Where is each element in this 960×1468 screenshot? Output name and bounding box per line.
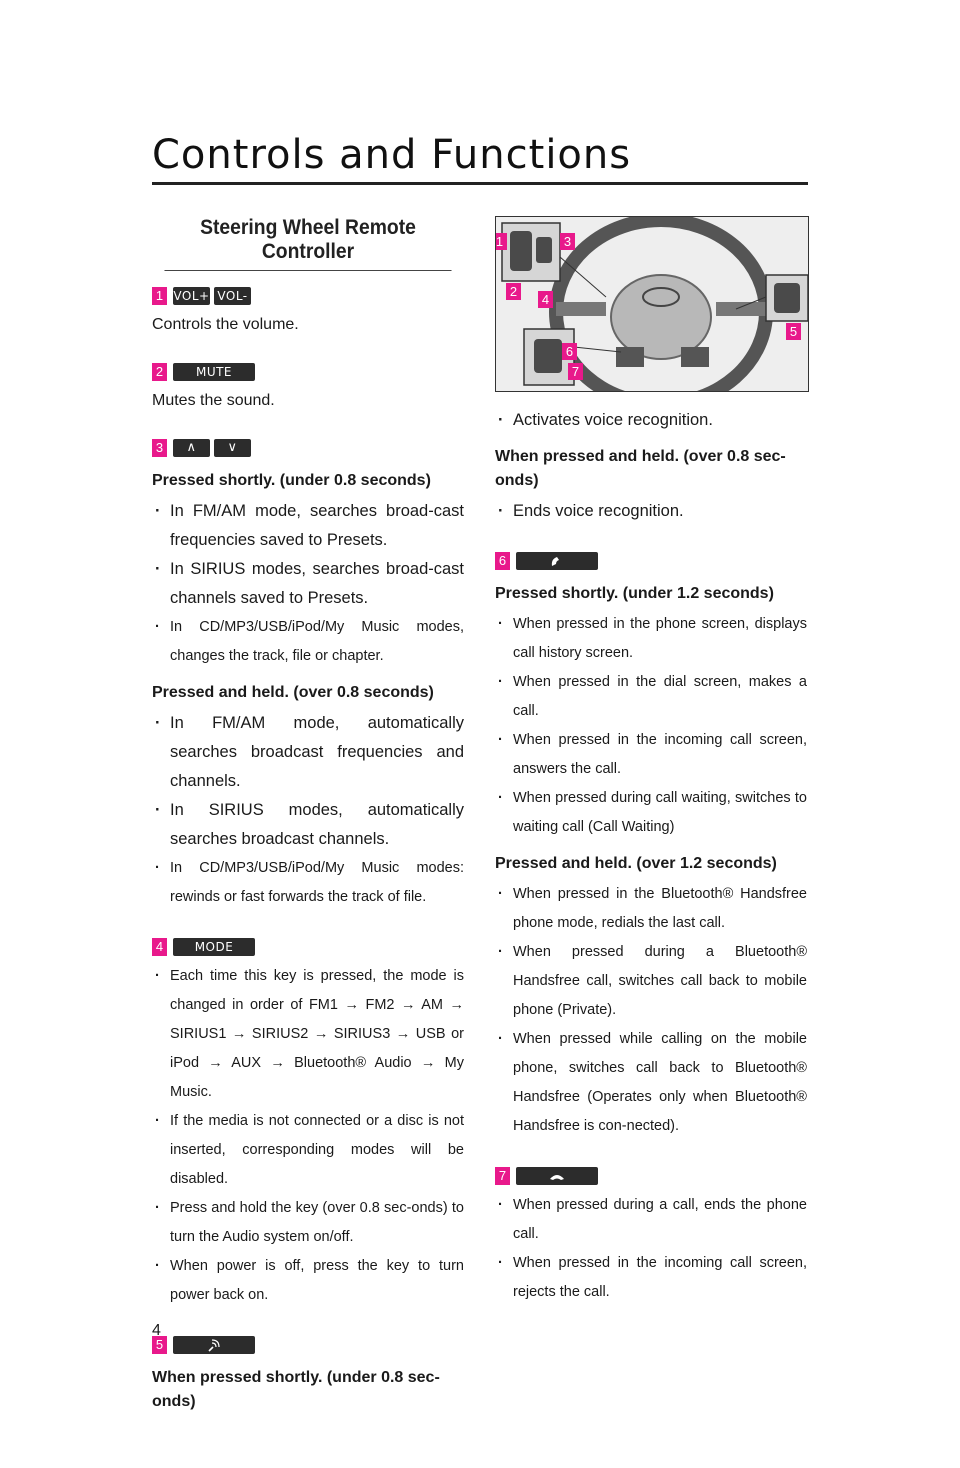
figure-label-2: 2	[506, 283, 521, 300]
item-5-held-list	[495, 497, 807, 526]
page-title: Controls and Functions	[152, 132, 632, 178]
figure-label-3: 3	[560, 233, 575, 250]
call-key	[516, 552, 598, 570]
item-5-short-head: When pressed shortly. (under 0.8 sec-onds)	[152, 1369, 440, 1410]
voice-key	[173, 1336, 255, 1354]
list-item: · When pressed in the incoming call screen, answers the call.	[495, 726, 807, 784]
item-2-desc: Mutes the sound.	[152, 392, 275, 409]
item-4-number: 4	[152, 938, 167, 956]
figure-label-7: 7	[568, 363, 583, 380]
item-3-short-head: Pressed shortly. (under 0.8 seconds)	[152, 472, 431, 489]
item-4-keyline	[152, 936, 464, 958]
list-item: · In SIRIUS modes, automatically searches broadcast channels.	[152, 796, 464, 854]
left-column	[152, 212, 464, 1414]
list-item: · When pressed during a call, ends the phone call.	[495, 1191, 807, 1249]
item-3-short-list	[152, 497, 464, 671]
figure-label-4: 4	[538, 291, 553, 308]
list-item: · If the media is not connected or a disc is not inserted, corresponding modes will be disabled.	[152, 1107, 464, 1194]
vol-up-key: VOL+	[173, 289, 210, 303]
mute-key: MUTE	[173, 363, 255, 381]
seek-down-key: ∨	[214, 439, 251, 457]
list-item: · When pressed in the phone screen, displays call history screen.	[495, 610, 807, 668]
list-item: · In FM/AM mode, searches broad-cast frequencies saved to Presets.	[152, 497, 464, 555]
item-7-list	[495, 1191, 807, 1307]
list-item: · When pressed in the dial screen, makes a call.	[495, 668, 807, 726]
item-5-number: 5	[152, 1336, 167, 1354]
item-3-held-head: Pressed and held. (over 0.8 seconds)	[152, 684, 434, 701]
vol-down-key: VOL-	[214, 287, 251, 305]
item-1-desc: Controls the volume.	[152, 316, 299, 333]
list-item: · Press and hold the key (over 0.8 sec-onds) to turn the Audio system on/off.	[152, 1194, 464, 1252]
item-6-short-list	[495, 610, 807, 842]
item-7-number: 7	[495, 1167, 510, 1185]
figure-label-5: 5	[786, 323, 801, 340]
steering-wheel-figure	[495, 216, 809, 392]
title-rule	[152, 182, 808, 185]
item-2-keyline	[152, 361, 464, 383]
list-item: · When pressed in the Bluetooth® Handsfree phone mode, redials the last call.	[495, 880, 807, 938]
item-7-keyline	[495, 1165, 807, 1187]
list-item: · Activates voice recognition.	[495, 406, 807, 435]
phone-call-icon	[549, 555, 565, 569]
item-3-held-list	[152, 709, 464, 912]
item-4-list	[152, 962, 464, 1310]
item-1-number: 1	[152, 287, 167, 305]
figure-label-6: 6	[562, 343, 577, 360]
list-item: · In FM/AM mode, automatically searches broadcast frequencies and channels.	[152, 709, 464, 796]
item-1-keyline	[152, 285, 464, 307]
seek-up-key: ∧	[173, 439, 210, 457]
item-5-short-list	[495, 406, 807, 435]
item-3-keyline	[152, 437, 464, 459]
list-item: · When pressed during a Bluetooth® Handsfree call, switches call back to mobile phone (Private).	[495, 938, 807, 1025]
list-item: · In CD/MP3/USB/iPod/My Music modes: rewinds or fast forwards the track of file.	[152, 854, 464, 912]
voice-recognition-icon	[206, 1339, 222, 1353]
list-item: · When pressed in the incoming call screen, rejects the call.	[495, 1249, 807, 1307]
list-item: · When pressed during call waiting, switches to waiting call (Call Waiting)	[495, 784, 807, 842]
item-6-held-list	[495, 880, 807, 1141]
list-item: · Each time this key is pressed, the mode is changed in order of FM1 → FM2 → AM → SIRIUS1 → SIRIUS2 → SIRIUS3 → USB or iPod → AUX → Bluetooth® Audio → My Music.	[152, 962, 464, 1107]
list-item: · In CD/MP3/USB/iPod/My Music modes, changes the track, file or chapter.	[152, 613, 464, 671]
item-5-held-head: When pressed and held. (over 0.8 sec-onds)	[495, 448, 786, 489]
item-6-held-head: Pressed and held. (over 1.2 seconds)	[495, 855, 777, 872]
section-title: Steering Wheel Remote Controller	[164, 212, 451, 271]
item-3-number: 3	[152, 439, 167, 457]
right-column	[495, 216, 807, 1307]
phone-end-icon	[548, 1171, 566, 1183]
item-5-keyline	[152, 1334, 464, 1356]
page-number: 4	[152, 1322, 161, 1339]
list-item: · In SIRIUS modes, searches broad-cast channels saved to Presets.	[152, 555, 464, 613]
figure-label-1: 1	[495, 233, 507, 250]
item-2-number: 2	[152, 363, 167, 381]
list-item: · When power is off, press the key to turn power back on.	[152, 1252, 464, 1310]
item-6-short-head: Pressed shortly. (under 1.2 seconds)	[495, 585, 774, 602]
list-item: · When pressed while calling on the mobile phone, switches call back to Bluetooth® Handsfree (Operates only when Bluetooth® Handsfree is con-nected).	[495, 1025, 807, 1141]
item-6-keyline	[495, 550, 807, 572]
item-6-number: 6	[495, 552, 510, 570]
mode-key: MODE	[173, 938, 255, 956]
end-call-key	[516, 1167, 598, 1185]
list-item: · Ends voice recognition.	[495, 497, 807, 526]
